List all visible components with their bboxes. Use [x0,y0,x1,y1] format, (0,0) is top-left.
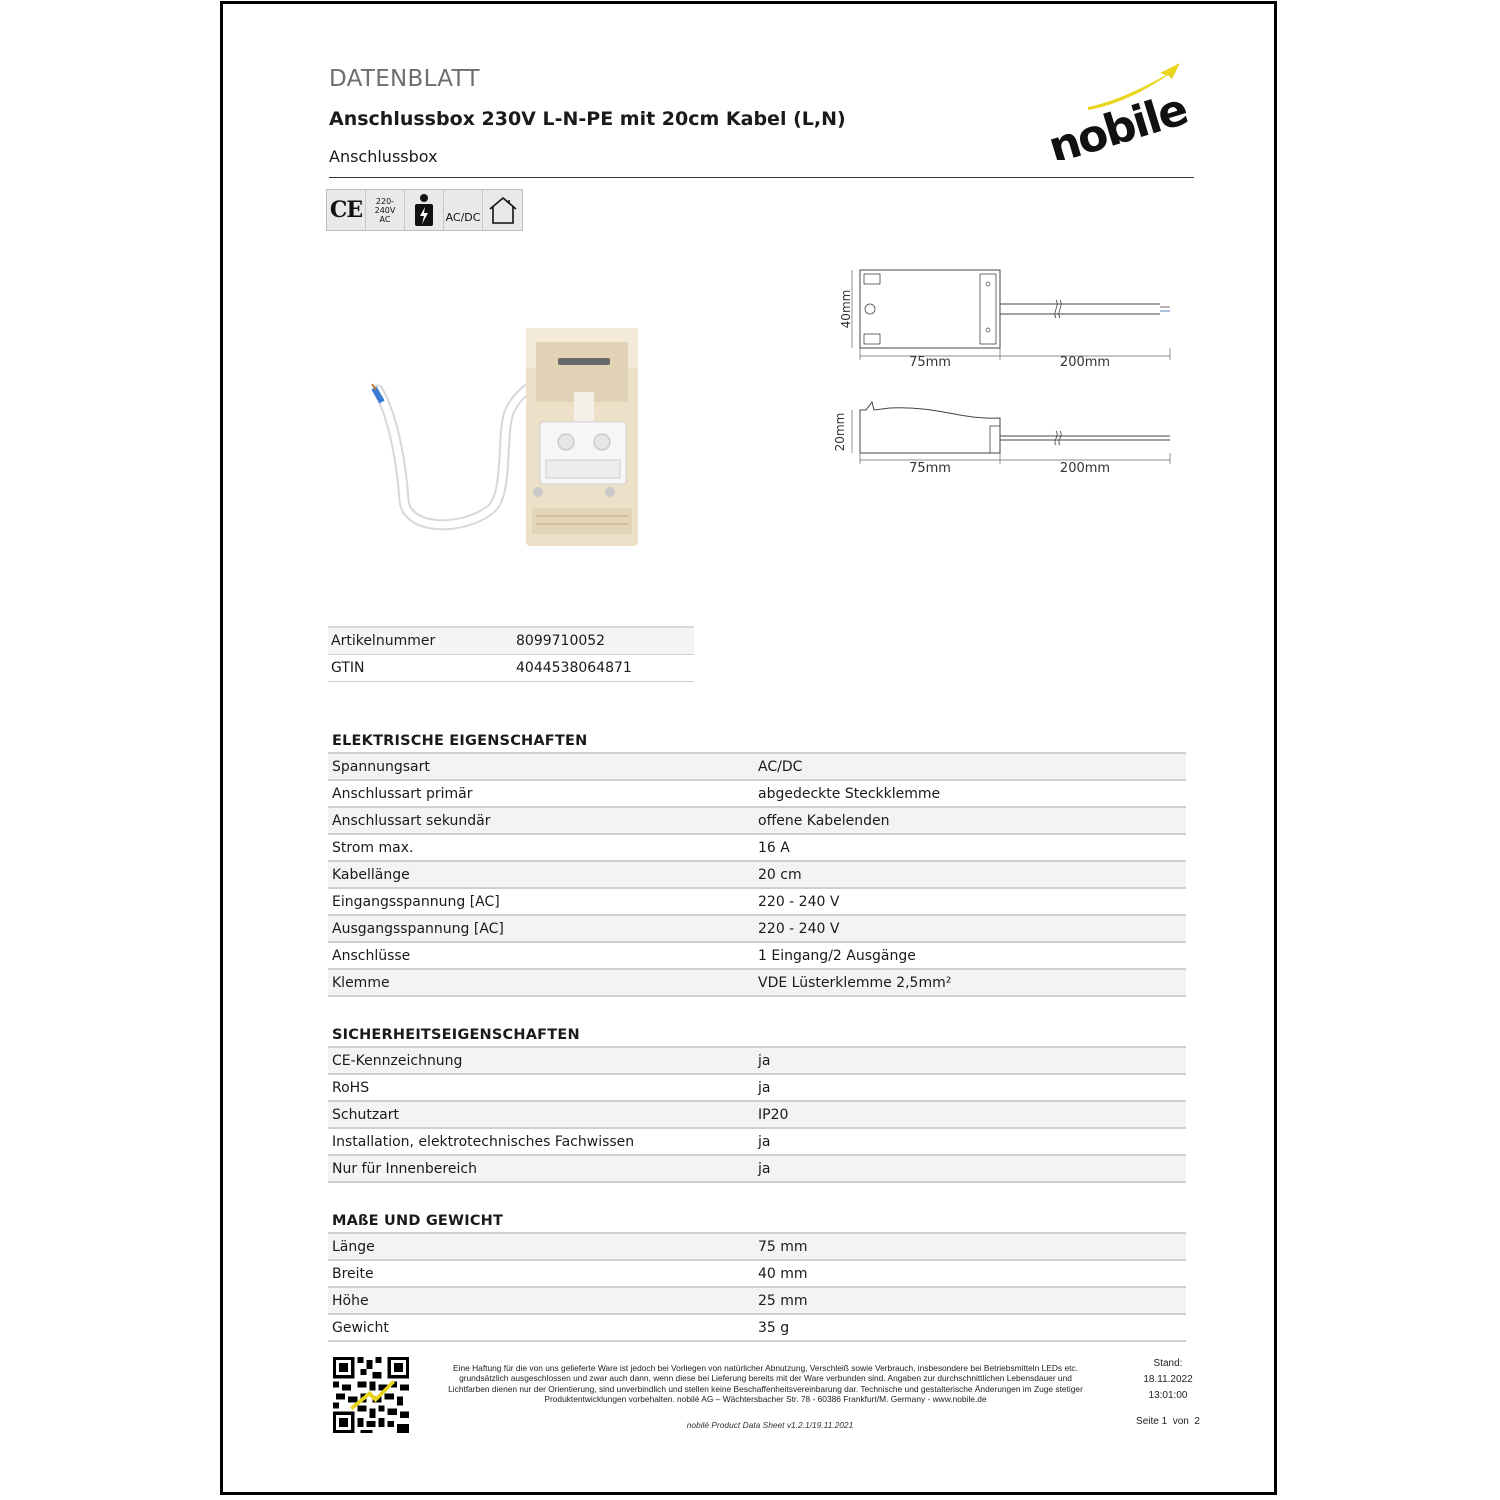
row-value: offene Kabelenden [754,807,1186,834]
electrician-icon [405,190,444,230]
row-value: ja [754,1048,1186,1074]
table-row [328,1155,1186,1182]
dim-cable-top: 200mm [1059,355,1111,370]
row-key: Strom max. [328,834,754,861]
row-key: CE-Kennzeichnung [328,1048,754,1074]
table-row [328,888,1186,915]
footer-version: nobilé Product Data Sheet v1.2.1/19.11.2021 [686,1420,854,1430]
section-title: SICHERHEITSEIGENSCHAFTEN [328,1024,1186,1048]
voltage-ac-text: AC [379,214,391,224]
row-key: Spannungsart [328,754,754,780]
row-key: Anschlussart sekundär [328,807,754,834]
row-key: Installation, elektrotechnisches Fachwissen [328,1128,754,1155]
stand-date: 18.11.2022 [1143,1374,1193,1385]
row-value: ja [754,1074,1186,1101]
section-title: MAßE UND GEWICHT [328,1210,1186,1234]
gtin-value: 4044538064871 [513,655,694,682]
section-dimensions [328,1210,1186,1342]
table-row [328,1074,1186,1101]
dim-length-top: 75mm [909,355,951,370]
row-key: Schutzart [328,1101,754,1128]
ce-icon [327,190,366,230]
table-row [328,1260,1186,1287]
table-row [328,1128,1186,1155]
table-row [328,627,694,655]
row-value: AC/DC [754,754,1186,780]
row-key: Nur für Innenbereich [328,1155,754,1182]
section-electrical [328,730,1186,997]
product-photo [360,320,660,564]
table-row [328,861,1186,888]
row-value: 220 - 240 V [754,888,1186,915]
row-key: Eingangsspannung [AC] [328,888,754,915]
table-row [328,1287,1186,1314]
row-value: 40 mm [754,1260,1186,1287]
certification-icons [326,189,523,231]
row-key: RoHS [328,1074,754,1101]
table-row [328,942,1186,969]
row-value: 75 mm [754,1234,1186,1260]
row-key: Klemme [328,969,754,996]
row-value: 20 cm [754,861,1186,888]
disclaimer-line: grundsätzlich ausgeschlossen und zwar auch dann, wenn diese bei Lieferung bereits mit der Ware verbunden sind. Angaben zur durchschnittlichen Lebensdauer und [459,1373,1072,1384]
dim-cable-side: 200mm [1059,461,1111,476]
safety-table [328,1048,1186,1183]
row-value: 1 Eingang/2 Ausgänge [754,942,1186,969]
doc-type-title: DATENBLATT [329,66,480,92]
header-divider [329,177,1194,178]
disclaimer-line: Lichtfarben dienen nur der Orientierung, sind unverbindlich und stellen keine Beschaffenheitsvereinbarung dar. Technische und gestalterische Änderungen im Zuge stetiger [448,1383,1083,1394]
ce-mark-text: CE [329,197,363,223]
indoor-house-icon [483,190,522,230]
page-number: Seite 1 von 2 [1136,1416,1200,1427]
row-value: abgedeckte Steckklemme [754,780,1186,807]
dim-height-top: 40mm [839,289,853,329]
section-title: ELEKTRISCHE EIGENSCHAFTEN [328,730,1186,754]
dimensions-table [328,1234,1186,1342]
drawing-top-view [830,262,1180,381]
article-table [328,626,694,682]
table-row [328,807,1186,834]
product-title: Anschlussbox 230V L-N-PE mit 20cm Kabel (L,N) [329,108,846,130]
table-row [328,834,1186,861]
voltage-range-text: 220-240V [374,196,396,215]
table-row [328,969,1186,996]
table-row [328,1314,1186,1341]
table-row [328,915,1186,942]
table-row [328,655,694,682]
row-value: 25 mm [754,1287,1186,1314]
footer-disclaimer [424,1363,1107,1405]
nobile-logo [1040,55,1200,164]
row-value: 35 g [754,1314,1186,1341]
acdc-icon [444,190,483,230]
gtin-label: GTIN [328,655,513,682]
article-number-label: Artikelnummer [328,627,513,655]
row-value: 220 - 240 V [754,915,1186,942]
row-key: Höhe [328,1287,754,1314]
table-row [328,1101,1186,1128]
row-key: Breite [328,1260,754,1287]
voltage-icon [366,190,405,230]
dim-length-side: 75mm [909,461,951,476]
section-safety [328,1024,1186,1183]
row-key: Länge [328,1234,754,1260]
disclaimer-line: Produktentwicklungen vorbehalten. nobilé AG – Wächtersbacher Str. 78 - 60386 Frankfurt/M. Germany - www.nobile.de [544,1394,987,1405]
electrical-table [328,754,1186,997]
row-key: Ausgangsspannung [AC] [328,915,754,942]
row-key: Anschlussart primär [328,780,754,807]
table-row [328,754,1186,780]
stand-time: 13:01:00 [1148,1390,1188,1401]
row-value: ja [754,1155,1186,1182]
row-value: 16 A [754,834,1186,861]
dim-height-side: 20mm [833,412,847,452]
row-key: Kabellänge [328,861,754,888]
stand-block [1118,1356,1218,1404]
row-value: ja [754,1128,1186,1155]
logo-wordmark: nobile [1042,84,1193,160]
acdc-text: AC/DC [445,210,481,224]
table-row [328,1048,1186,1074]
article-number-value: 8099710052 [513,627,694,655]
stand-label: Stand: [1153,1358,1183,1369]
row-value: IP20 [754,1101,1186,1128]
disclaimer-line: Eine Haftung für die von uns gelieferte Ware ist jedoch bei Vorliegen von natürlicher Abnutzung, Verschleiß sowie Verbrauch, insbesondere bei Betriebsmitteln LEDs etc. [453,1363,1078,1373]
row-key: Gewicht [328,1314,754,1341]
table-row [328,780,1186,807]
row-value: VDE Lüsterklemme 2,5mm² [754,969,1186,996]
product-category: Anschlussbox [329,147,438,166]
table-row [328,1234,1186,1260]
drawing-side-view [830,398,1180,487]
row-key: Anschlüsse [328,942,754,969]
qr-code [333,1357,409,1437]
